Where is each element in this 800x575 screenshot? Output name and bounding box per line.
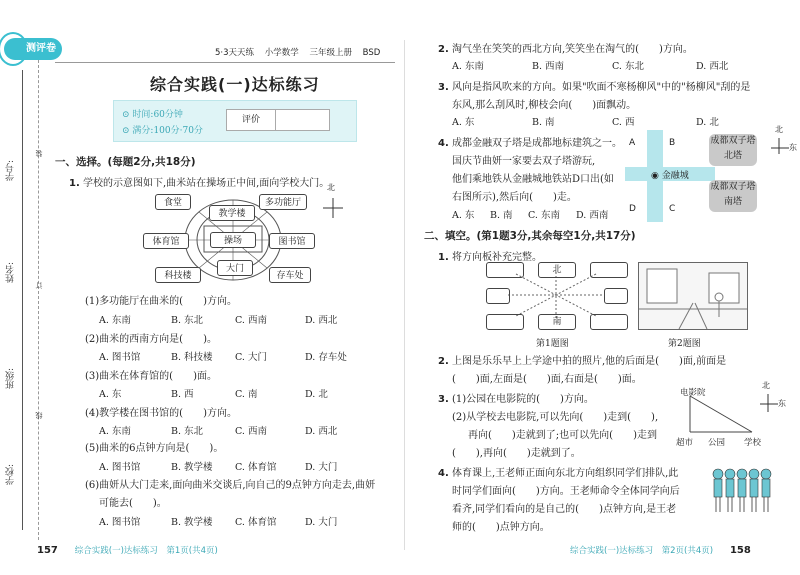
board-slot-se xyxy=(590,314,628,330)
question-text: 将方向板补充完整。 xyxy=(451,252,542,263)
fill-question-1 xyxy=(438,248,542,263)
exit-a: A xyxy=(629,138,636,148)
map-bike-shed: 存车处 xyxy=(269,267,311,283)
option: B. 东北 xyxy=(171,426,204,437)
option: D. 西北 xyxy=(305,426,338,437)
question-number: 1. xyxy=(69,178,80,189)
test-badge: 测评卷 xyxy=(4,38,62,60)
park-label: 公园 xyxy=(708,438,726,448)
sub-question-6-cont: 可能去( )。 xyxy=(99,498,167,509)
route-east-label: 东 xyxy=(778,399,786,408)
route-north-label: 北 xyxy=(762,381,770,390)
question-number: 2. xyxy=(438,356,449,367)
sub-question-1: (1)多功能厅在曲米的( )方向。 xyxy=(85,296,237,307)
option: B. 南 xyxy=(490,210,513,221)
page-header xyxy=(215,46,380,58)
exit-b: B xyxy=(669,138,676,148)
question-number: 3. xyxy=(438,394,449,405)
board-south: 南 xyxy=(538,314,576,330)
board-slot-sw xyxy=(486,314,524,330)
subject: 小学数学 xyxy=(264,48,299,58)
option: D. 西北 xyxy=(305,315,338,326)
cut-mark: 订 xyxy=(35,282,43,289)
option: A. 东 xyxy=(452,117,475,128)
option: C. 南 xyxy=(235,389,258,400)
score-limit: ⊙ 满分:100分·70分 xyxy=(122,126,203,136)
students-line-image xyxy=(710,462,776,518)
question-3-cont: 东风,那么刮风时,柳枝会向( )面飘动。 xyxy=(452,100,637,111)
page-number: 157 xyxy=(37,545,58,556)
time-limit: ⊙ 时间:60分钟 xyxy=(122,110,183,120)
fill-question-4-line3: 看齐,同学们看向的是自己的( )点钟方向,是王老 xyxy=(452,504,677,515)
right-page xyxy=(410,0,795,575)
question-1 xyxy=(69,174,329,189)
question-4 xyxy=(438,134,622,149)
question-number: 3. xyxy=(438,82,449,93)
option: D. 大门 xyxy=(305,517,338,528)
street-photo-image xyxy=(638,262,748,330)
map-teaching-building: 教学楼 xyxy=(209,205,255,221)
right-footer xyxy=(570,544,751,556)
option: A. 东南 xyxy=(99,315,131,326)
option: C. 西 xyxy=(612,117,635,128)
students-illustration xyxy=(710,462,776,518)
figure-1-caption: 第1题图 xyxy=(536,339,569,349)
option: C. 体育馆 xyxy=(235,462,277,473)
question-text: 风向是指风吹来的方向。如果"吹面不寒杨柳风"中的"杨柳风"刮的是 xyxy=(451,82,751,93)
option: C. 东北 xyxy=(612,61,644,72)
north-tower: 成都双子塔北塔 xyxy=(709,134,757,166)
exit-d: D xyxy=(629,204,636,214)
question-number: 4. xyxy=(438,468,449,479)
fill-question-3 xyxy=(438,390,594,405)
binding-line xyxy=(22,70,23,530)
board-north: 北 xyxy=(538,262,576,278)
question-text: (1)公园在电影院的( )方向。 xyxy=(451,394,594,405)
fill-question-3-line3: 再向( )走就到了;也可以先向( )走到 xyxy=(468,430,657,441)
metro-station-label: ◉ 金融城 xyxy=(651,171,689,181)
option: D. 北 xyxy=(696,117,719,128)
fill-question-4-line2: 时同学们面向( )方向。王老师命令全体同学向后 xyxy=(452,486,680,497)
option: D. 西北 xyxy=(696,61,729,72)
board-slot-nw xyxy=(486,262,524,278)
page-divider xyxy=(404,40,405,550)
option: A. 图书馆 xyxy=(99,517,141,528)
cinema-label: 电影院 xyxy=(680,388,706,398)
cut-mark: 装 xyxy=(35,150,43,157)
option: B. 南 xyxy=(532,117,555,128)
map-tech-building: 科技楼 xyxy=(155,267,201,283)
option: D. 大门 xyxy=(305,462,338,473)
student-no-label: 学号: xyxy=(6,160,16,182)
map-gym: 体育馆 xyxy=(143,233,189,249)
map-library: 图书馆 xyxy=(269,233,315,249)
section-choice-heading: 一、选择。(每题2分,共18分) xyxy=(55,156,196,168)
option: A. 图书馆 xyxy=(99,352,141,363)
evaluation-box xyxy=(226,109,330,131)
diagram-north-label: 北 xyxy=(775,125,783,134)
sub-question-6: (6)曲妍从大门走来,面向曲米交谈后,向自己的9点钟方向走去,曲妍 xyxy=(85,480,376,491)
option: A. 东南 xyxy=(99,426,131,437)
question-text: 上图是乐乐早上上学途中拍的照片,他的后面是( )面,前面是 xyxy=(451,356,727,367)
option: B. 教学楼 xyxy=(171,517,213,528)
page-title: 综合实践(一)达标练习 xyxy=(150,75,320,94)
route-map-figure xyxy=(672,381,788,450)
fill-question-2 xyxy=(438,352,726,367)
binding-margin xyxy=(0,0,55,575)
sub-question-2: (2)曲米的西南方向是( )。 xyxy=(85,334,217,345)
option: C. 东南 xyxy=(528,210,560,221)
map-cafeteria: 食堂 xyxy=(155,194,191,210)
metro-diagram xyxy=(625,125,797,222)
map-north-label: 北 xyxy=(327,183,335,192)
option: B. 东北 xyxy=(171,315,204,326)
map-gate: 大门 xyxy=(217,260,253,276)
edition: BSD xyxy=(362,48,381,58)
map-multi-hall: 多功能厅 xyxy=(259,194,307,210)
option: B. 西 xyxy=(171,389,194,400)
option: A. 东 xyxy=(99,389,122,400)
cut-dashed-line xyxy=(38,60,39,540)
question-4-line3: 他们乘地铁从金融城地铁站D口出(如 xyxy=(452,174,614,185)
question-2 xyxy=(438,40,693,55)
evaluation-label: 评价 xyxy=(227,110,276,130)
name-label: 姓名: xyxy=(6,262,16,284)
grade: 三年级上册 xyxy=(309,48,352,58)
fill-question-4 xyxy=(438,464,678,479)
direction-board xyxy=(486,262,626,330)
question-3 xyxy=(438,78,750,93)
question-text: 体育课上,王老师正面向东北方向组织同学们排队,此 xyxy=(451,468,679,479)
question-4-line4: 右图所示),然后向( )走。 xyxy=(452,192,577,203)
option: C. 西南 xyxy=(235,426,267,437)
option: B. 西南 xyxy=(532,61,565,72)
question-text: 成都金融双子塔是成都地标建筑之一。 xyxy=(451,138,622,149)
question-text: 淘气坐在笑笑的西北方向,笑笑坐在淘气的( )方向。 xyxy=(451,44,693,55)
fill-question-3-line2: (2)从学校去电影院,可以先向( )走到( ), xyxy=(452,412,659,423)
school-label: 学校: xyxy=(6,464,16,486)
figure-2-caption: 第2题图 xyxy=(668,339,701,349)
school-map-figure xyxy=(152,183,355,285)
info-box xyxy=(113,100,357,142)
sub-question-5: (5)曲米的6点钟方向是( )。 xyxy=(85,443,224,454)
option: D. 存车处 xyxy=(305,352,347,363)
question-number: 4. xyxy=(438,138,449,149)
question-number: 2. xyxy=(438,44,449,55)
option: B. 科技楼 xyxy=(171,352,213,363)
cut-mark: 线 xyxy=(35,412,43,419)
question-text: 学校的示意图如下,曲米站在操场正中间,面向学校大门。 xyxy=(82,178,330,189)
question-number: 1. xyxy=(438,252,449,263)
class-label: 班级: xyxy=(6,368,16,390)
option: B. 教学楼 xyxy=(171,462,213,473)
option: D. 北 xyxy=(305,389,328,400)
board-slot-w xyxy=(486,288,510,304)
fill-question-4-line4: 师的( )点钟方向。 xyxy=(452,522,550,533)
section-fill-heading: 二、填空。(第1题3分,其余每空1分,共17分) xyxy=(424,230,636,242)
sub-question-4: (4)教学楼在图书馆的( )方向。 xyxy=(85,408,237,419)
fill-question-2-cont: ( )面,左面是( )面,右面是( )面。 xyxy=(452,374,642,385)
exit-c: C xyxy=(669,204,676,214)
header-rule xyxy=(55,62,395,63)
question-4-line2: 国庆节曲妍一家要去双子塔游玩, xyxy=(452,156,596,167)
diagram-east-label: 东 xyxy=(789,143,797,152)
option: A. 东南 xyxy=(452,61,484,72)
left-footer xyxy=(37,544,218,556)
map-playground: 操场 xyxy=(210,232,256,248)
south-tower: 成都双子塔南塔 xyxy=(709,180,757,212)
school-label: 学校 xyxy=(744,438,762,448)
street-scene xyxy=(639,263,747,329)
option: C. 大门 xyxy=(235,352,267,363)
sub-question-3: (3)曲米在体育馆的( )面。 xyxy=(85,371,217,382)
fill-question-3-line4: ( ),再向( )走就到了。 xyxy=(452,448,581,459)
option: A. 图书馆 xyxy=(99,462,141,473)
option: C. 西南 xyxy=(235,315,267,326)
series-name: 5·3天天练 xyxy=(215,48,255,58)
option: A. 东 xyxy=(452,210,475,221)
option: D. 西南 xyxy=(576,210,609,221)
market-label: 超市 xyxy=(676,438,694,448)
page-number: 158 xyxy=(729,545,751,556)
board-slot-ne xyxy=(590,262,628,278)
option: C. 体育馆 xyxy=(235,517,277,528)
footer-text: 综合实践(一)达标练习 第2页(共4页) xyxy=(570,546,714,556)
board-slot-e xyxy=(604,288,628,304)
footer-text: 综合实践(一)达标练习 第1页(共4页) xyxy=(74,546,218,556)
